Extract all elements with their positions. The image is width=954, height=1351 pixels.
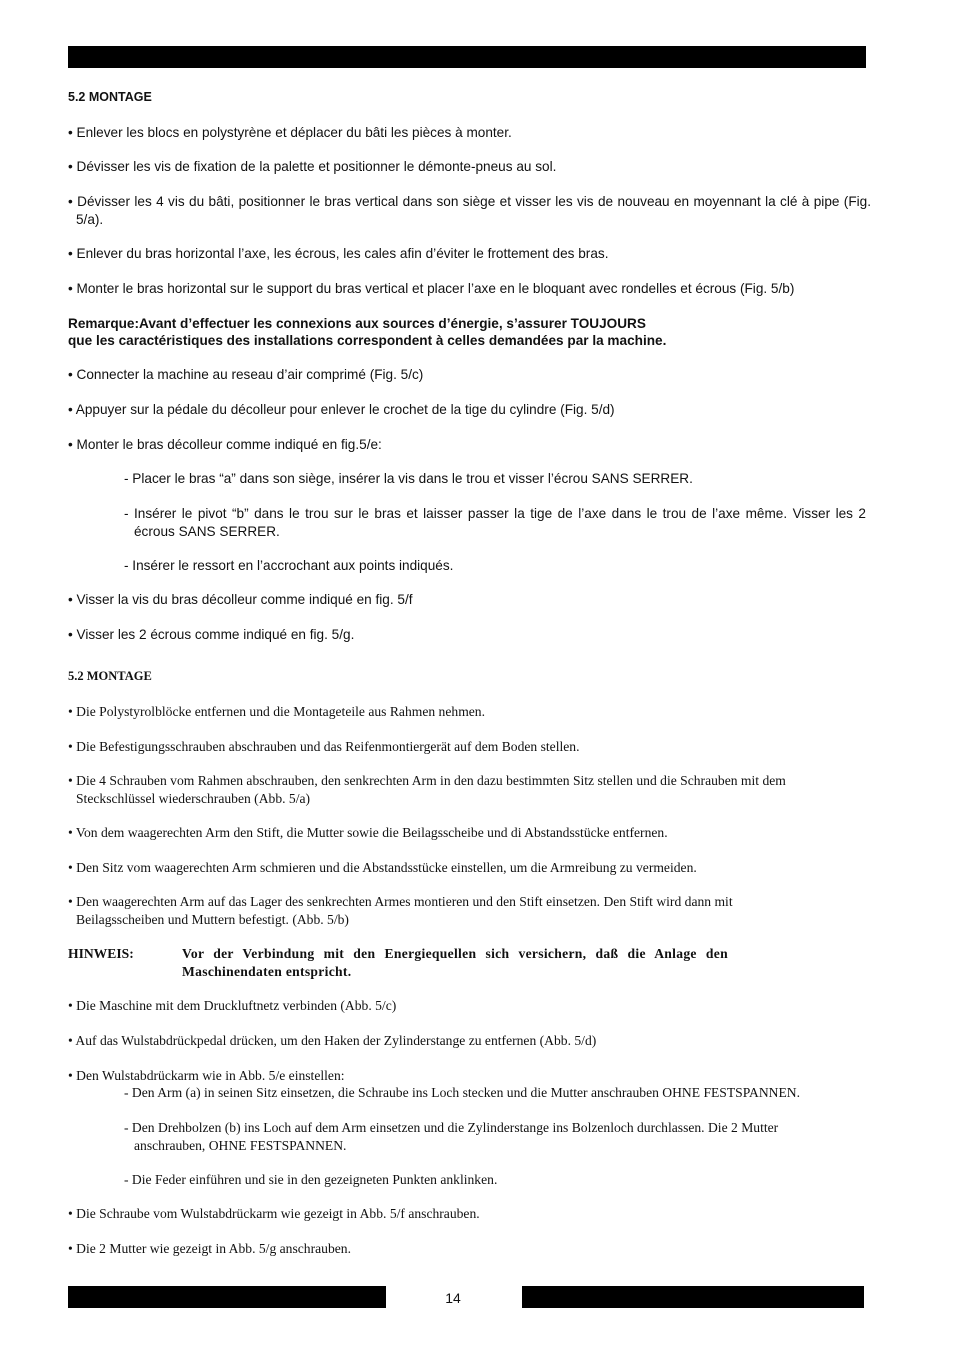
fr-item-6: • Connecter la machine au reseau d’air comprimé (Fig. 5/c) (68, 367, 424, 382)
de-subitem-2: - Den Drehbolzen (b) ins Loch auf dem Arm einsetzen und die Zylinderstange ins Bolzenloch durchlassen. Die 2 Mutter anschrauben, OHNE FESTSPANNEN. (124, 1120, 779, 1153)
de-item-9: • Den Wulstabdrückarm wie in Abb. 5/e einstellen: (68, 1068, 345, 1083)
page-number: 14 (445, 1290, 461, 1306)
fr-item-3: • Dévisser les 4 vis du bâti, positionner le bras vertical dans son siège et visser les vis de nouveau en moyennant la clé à pipe (Fig. 5/a). (68, 194, 871, 227)
fr-item-8: • Monter le bras décolleur comme indiqué en fig.5/e: (68, 437, 382, 452)
fr-item-4: • Enlever du bras horizontal l’axe, les écrous, les cales afin d’éviter le frottement des bras. (68, 246, 609, 261)
de-item-4: • Von dem waagerechten Arm den Stift, die Mutter sowie die Beilagsscheibe und di Abstandsstücke entfernen. (68, 825, 668, 840)
footer-bar-left (68, 1286, 386, 1308)
de-item-5: • Den Sitz vom waagerechten Arm schmieren und die Abstandsstücke einstellen, um die Armreibung zu vermeiden. (68, 860, 697, 875)
de-item-11: • Die 2 Mutter wie gezeigt in Abb. 5/g anschrauben. (68, 1241, 351, 1256)
de-item-2: • Die Befestigungsschrauben abschrauben und das Reifenmontiergerät auf dem Boden stellen. (68, 739, 580, 754)
fr-heading: 5.2 MONTAGE (68, 90, 152, 104)
de-hinweis-text: Vor der Verbindung mit den Energiequellen sich versichern, daß die Anlage den Maschinendaten entspricht. (182, 946, 728, 979)
fr-remark-line-2: que les caractéristiques des installations correspondent à celles demandées par la machine. (68, 333, 667, 348)
de-subitem-1: - Den Arm (a) in seinen Sitz einsetzen, die Schraube ins Loch stecken und die Mutter anschrauben OHNE FESTSPANNEN. (124, 1085, 801, 1100)
de-item-6: • Den waagerechten Arm auf das Lager des senkrechten Armes montieren und den Stift einsetzen. Den Stift wird dann mit Beilagsscheiben und Muttern befestigt. (Abb. 5/b) (68, 894, 733, 927)
fr-subitem-2: - Insérer le pivot “b” dans le trou sur le bras et laisser passer la tige de l’axe dans le trou de l’axe même. Visser les 2 écrous SANS SERRER. (124, 506, 866, 539)
fr-subitem-1: - Placer le bras “a” dans son siège, insérer la vis dans le trou et visser l’écrou SANS SERRER. (124, 471, 693, 486)
fr-item-10: • Visser les 2 écrous comme indiqué en fig. 5/g. (68, 627, 355, 642)
de-item-1: • Die Polystyrolblöcke entfernen und die Montageteile aus Rahmen nehmen. (68, 704, 485, 719)
fr-subitem-3: - Insérer le ressort en l’accrochant aux points indiqués. (124, 558, 454, 573)
fr-item-1: • Enlever les blocs en polystyrène et déplacer du bâti les pièces à monter. (68, 125, 512, 140)
de-subitem-3: - Die Feder einführen und sie in den gezeigneten Punkten anklinken. (124, 1172, 498, 1187)
header-bar (68, 46, 866, 68)
fr-item-2: • Dévisser les vis de fixation de la palette et positionner le démonte-pneus au sol. (68, 159, 557, 174)
de-heading: 5.2 MONTAGE (68, 669, 152, 683)
fr-item-5: • Monter le bras horizontal sur le support du bras vertical et placer l’axe en le bloquant avec rondelles et écrous (Fig. 5/b) (68, 281, 795, 296)
de-item-3: • Die 4 Schrauben vom Rahmen abschrauben, den senkrechten Arm in den dazu bestimmten Sitz stellen und die Schrauben mit dem Steckschlüssel wiederschrauben (Abb. 5/a) (68, 773, 786, 806)
fr-item-9: • Visser la vis du bras décolleur comme indiqué en fig. 5/f (68, 592, 413, 607)
footer-bar-right (522, 1286, 864, 1308)
fr-remark-line-1: Remarque:Avant d’effectuer les connexions aux sources d’énergie, s’assurer TOUJOURS (68, 316, 646, 331)
de-item-7: • Die Maschine mit dem Druckluftnetz verbinden (Abb. 5/c) (68, 998, 397, 1013)
fr-item-7: • Appuyer sur la pédale du décolleur pour enlever le crochet de la tige du cylindre (Fig. 5/d) (68, 402, 615, 417)
de-item-10: • Die Schraube vom Wulstabdrückarm wie gezeigt in Abb. 5/f anschrauben. (68, 1206, 480, 1221)
de-item-8: • Auf das Wulstabdrückpedal drücken, um den Haken der Zylinderstange zu entfernen (Abb. 5/d) (68, 1033, 597, 1048)
de-hinweis-label: HINWEIS: (68, 946, 134, 961)
